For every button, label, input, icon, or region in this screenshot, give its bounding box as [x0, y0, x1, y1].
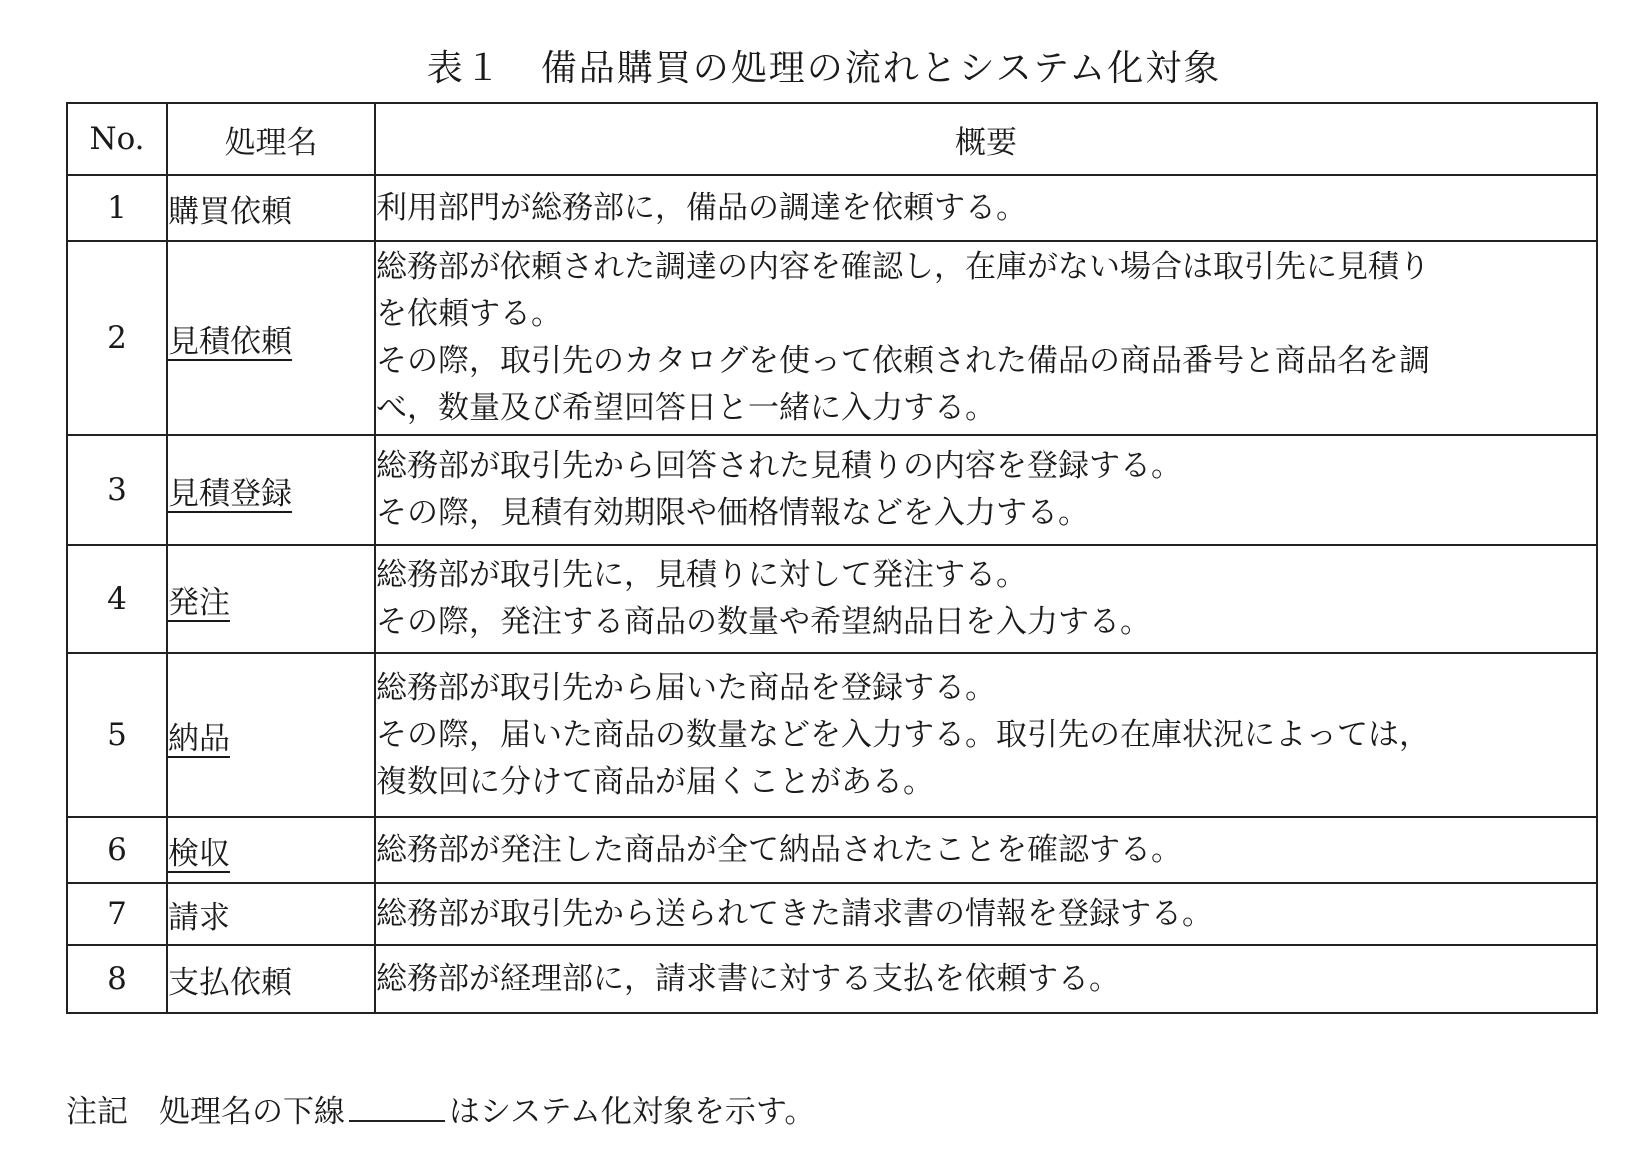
row-number: 4: [67, 545, 167, 653]
row-number: 7: [67, 883, 167, 945]
table-row: [67, 945, 1597, 1013]
process-name-cell: [167, 653, 375, 817]
process-description: [375, 241, 1597, 435]
process-name: 購買依頼: [168, 193, 292, 230]
table-row: [67, 817, 1597, 883]
description-line: べ，数量及び希望回答日と一緒に入力する。: [376, 390, 996, 426]
header-name: 処理名: [167, 103, 375, 175]
table-title: 表１ 備品購買の処理の流れとシステム化対象: [426, 48, 1222, 89]
row-number: 3: [67, 435, 167, 545]
description-line: その際，見積有効期限や価格情報などを入力する。: [376, 495, 1089, 531]
table-row: [67, 653, 1597, 817]
table-row: [67, 883, 1597, 945]
process-name: 発注: [168, 584, 230, 621]
description-line: 総務部が発注した商品が全て納品されたことを確認する。: [376, 831, 1182, 868]
description-line: その際，取引先のカタログを使って依頼された備品の商品番号と商品名を調: [376, 343, 1430, 379]
table-body: [67, 175, 1597, 1013]
header-desc: 概要: [375, 103, 1597, 175]
process-description: [375, 817, 1597, 883]
table-row: [67, 435, 1597, 545]
process-description: [375, 545, 1597, 653]
process-name-cell: [167, 883, 375, 945]
row-number: 1: [67, 175, 167, 241]
process-description: [375, 175, 1597, 241]
description-line: を依頼する。: [376, 296, 562, 332]
process-description: [375, 945, 1597, 1013]
description-line: 利用部門が総務部に，備品の調達を依頼する。: [376, 189, 1027, 226]
process-name: 見積依頼: [168, 323, 292, 360]
description-line: 複数回に分けて商品が届くことがある。: [376, 763, 934, 800]
note-label: 注記: [66, 1094, 128, 1130]
header-row: [67, 103, 1597, 175]
row-number: 6: [67, 817, 167, 883]
description-line: 総務部が取引先に，見積りに対して発注する。: [376, 557, 1027, 593]
process-table: [66, 102, 1598, 1014]
description-line: 総務部が経理部に，請求書に対する支払を依頼する。: [376, 960, 1120, 997]
description-line: 総務部が取引先から回答された見積りの内容を登録する。: [376, 448, 1182, 484]
process-description: [375, 883, 1597, 945]
row-number: 2: [67, 241, 167, 435]
header-no: No.: [67, 103, 167, 175]
process-name-cell: [167, 241, 375, 435]
process-name: 見積登録: [168, 475, 292, 512]
process-name: 支払依頼: [168, 964, 292, 1001]
process-description: [375, 435, 1597, 545]
description-line: 総務部が取引先から送られてきた請求書の情報を登録する。: [376, 895, 1213, 932]
process-name: 請求: [168, 899, 230, 936]
table-row: [67, 241, 1597, 435]
description-line: 総務部が取引先から届いた商品を登録する。: [376, 669, 996, 706]
footnote: [66, 1086, 815, 1131]
row-number: 5: [67, 653, 167, 817]
table-row: [67, 545, 1597, 653]
process-name-cell: [167, 545, 375, 653]
note-text-before: 処理名の下線: [159, 1094, 345, 1130]
process-name-cell: [167, 435, 375, 545]
process-description: [375, 653, 1597, 817]
row-number: 8: [67, 945, 167, 1013]
process-name-cell: [167, 945, 375, 1013]
process-name: 納品: [168, 720, 230, 757]
description-line: 総務部が依頼された調達の内容を確認し，在庫がない場合は取引先に見積り: [376, 249, 1430, 285]
description-line: その際，届いた商品の数量などを入力する。取引先の在庫状況によっては，: [376, 716, 1430, 753]
description-line: その際，発注する商品の数量や希望納品日を入力する。: [376, 604, 1151, 640]
process-name-cell: [167, 175, 375, 241]
process-name-cell: [167, 817, 375, 883]
underline-sample: [349, 1090, 445, 1122]
note-text-after: はシステム化対象を示す。: [449, 1094, 816, 1130]
process-name: 検収: [168, 835, 230, 872]
table-row: [67, 175, 1597, 241]
